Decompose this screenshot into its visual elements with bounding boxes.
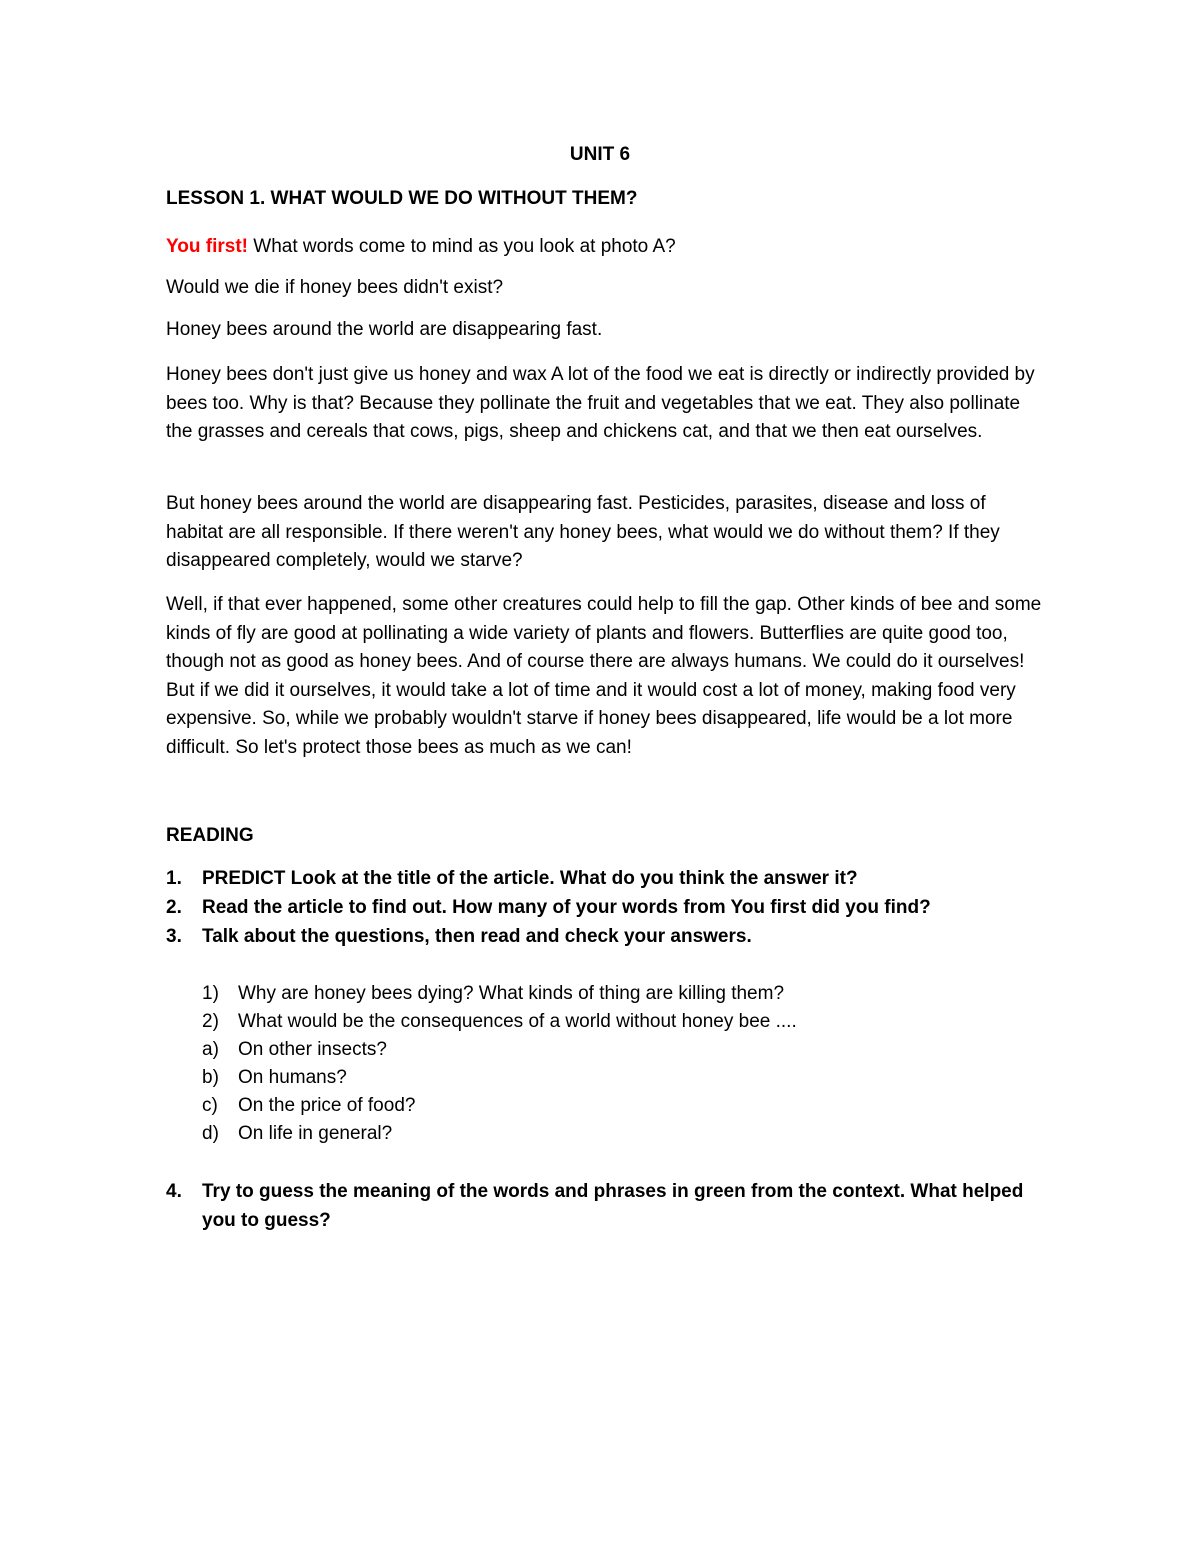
reading-heading: READING [166, 825, 254, 846]
list-text: Try to guess the meaning of the words and phrases in green from the context. What helped you to guess? [202, 1181, 1024, 1231]
list-text: Read the article to find out. How many of your words from You first did you find? [202, 897, 931, 918]
question-line: Would we die if honey bees didn't exist? [166, 277, 504, 298]
sub-list-text: On life in general? [238, 1123, 393, 1144]
list-number: 2. [166, 897, 182, 918]
you-first-text: What words come to mind as you look at photo A? [247, 236, 676, 257]
sub-list-number: b) [202, 1067, 219, 1088]
sub-list-text: What would be the consequences of a world without honey bee .... [238, 1011, 797, 1032]
sub-list-text: On humans? [238, 1067, 347, 1088]
sub-list-text: Why are honey bees dying? What kinds of thing are killing them? [238, 983, 785, 1004]
sub-list-number: d) [202, 1123, 219, 1144]
you-first-line [166, 233, 1046, 262]
paragraph-1: Honey bees don't just give us honey and wax A lot of the food we eat is directly or indirectly provided by bees too. Why is that? Because they pollinate the fruit and vegetables that we eat. They also pollinate the grasses and cereals that cows, pigs, sheep and chickens cat, and that we then eat ourselves. [166, 364, 1035, 442]
you-first-label: You first! [166, 236, 248, 257]
sub-list-text: On other insects? [238, 1039, 387, 1060]
list-number: 3. [166, 926, 182, 947]
list-text: PREDICT Look at the title of the article. What do you think the answer it? [202, 868, 858, 889]
sub-list-text: On the price of food? [238, 1095, 416, 1116]
list-text: Talk about the questions, then read and check your answers. [202, 926, 752, 947]
paragraph-2: But honey bees around the world are disappearing fast. Pesticides, parasites, disease and loss of habitat are all responsible. If there weren't any honey bees, what would we do without them? If they disappeared completely, would we starve? [166, 493, 1000, 571]
paragraph-3: Well, if that ever happened, some other creatures could help to fill the gap. Other kinds of bee and some kinds of fly are good at pollinating a wide variety of plants and flowers. Butterflies are quite good too, though not as good as honey bees. And of course there are always humans. We could do it ourselves! But if we did it ourselves, it would take a lot of time and it would cost a lot of money, making food very expensive. So, while we probably wouldn't starve if honey bees disappeared, life would be a lot more difficult. So let's protect those bees as much as we can! [166, 594, 1042, 758]
subtitle-line: Honey bees around the world are disappearing fast. [166, 319, 603, 340]
sub-list-number: c) [202, 1095, 218, 1116]
lesson-title: LESSON 1. WHAT WOULD WE DO WITHOUT THEM? [166, 188, 638, 209]
list-number: 4. [166, 1181, 182, 1202]
list-number: 1. [166, 868, 182, 889]
unit-title: UNIT 6 [569, 144, 631, 165]
sub-list-number: 1) [202, 983, 219, 1004]
sub-list-number: a) [202, 1039, 219, 1060]
sub-list-number: 2) [202, 1011, 219, 1032]
